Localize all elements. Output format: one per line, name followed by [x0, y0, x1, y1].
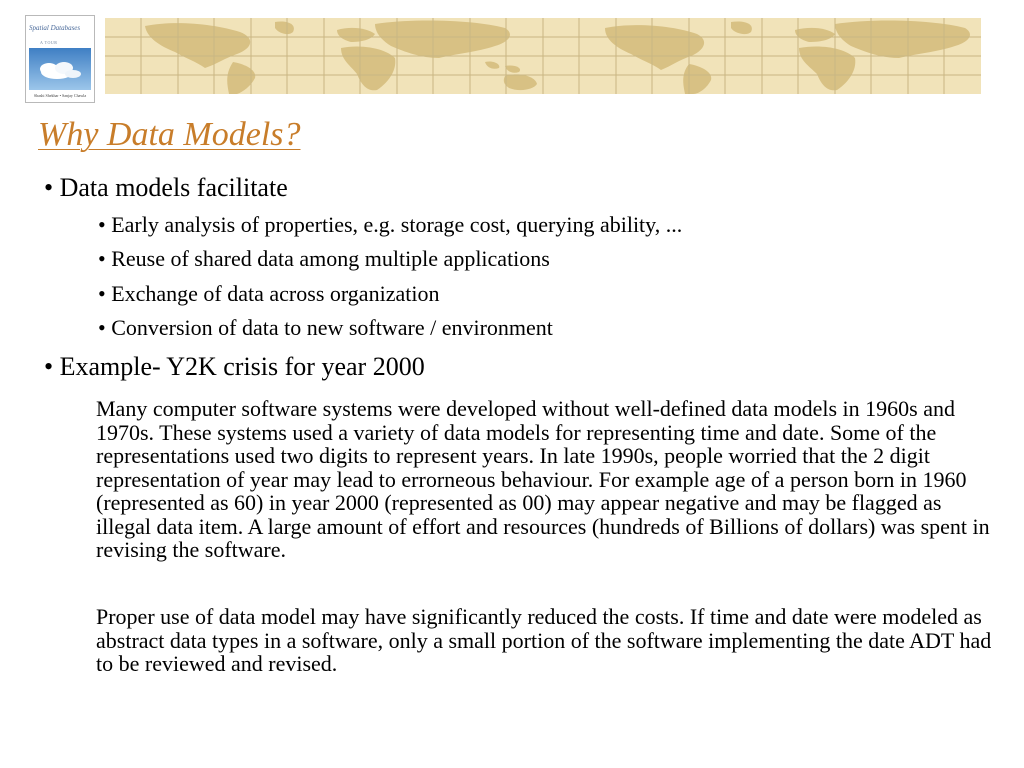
sub-bullet-text: Conversion of data to new software / environment	[111, 315, 553, 340]
sub-bullet-conversion	[98, 315, 553, 341]
y2k-paragraph: Many computer software systems were developed without well-defined data models in 1960s and 1970s. These systems used a variety of data models for representing time and date. Some of the representations used two digits to represent years. In late 1990s, people worried that the 2 digit representation of year may lead to errorneous behaviour. For example age of a person born in 1960 (represented as 60) in year 2000 (represented as 00) may appear negative and may be flagged as illegal data item. A large amount of effort and resources (hundreds of Billions of dollars) was spent in revising the software.	[96, 396, 990, 562]
bullet-marker: •	[98, 212, 106, 237]
sub-bullet-text: Reuse of shared data among multiple applications	[111, 246, 550, 271]
sub-bullet-reuse	[98, 246, 550, 272]
bullet-text: Data models facilitate	[59, 173, 288, 202]
bullet-marker: •	[44, 352, 54, 381]
bullet-marker: •	[98, 315, 106, 340]
bullet-marker: •	[98, 246, 106, 271]
sub-bullet-early-analysis	[98, 212, 682, 238]
bullet-marker: •	[44, 173, 54, 202]
sub-bullet-text: Exchange of data across organization	[111, 281, 440, 306]
book-title: Spatial Databases	[29, 24, 81, 32]
cloud-sky-image	[29, 48, 91, 90]
data-model-paragraph: Proper use of data model may have significantly reduced the costs. If time and date were modeled as abstract data types in a software, only a small portion of the software implementing the date ADT had to be reviewed and revised.	[96, 604, 992, 676]
sub-bullet-exchange	[98, 281, 439, 307]
sub-bullet-text: Early analysis of properties, e.g. storage cost, querying ability, ...	[111, 212, 683, 237]
slide-title: Why Data Models?	[38, 116, 301, 153]
bullet-text: Example- Y2K crisis for year 2000	[59, 352, 425, 381]
book-cover-image	[25, 15, 95, 103]
book-authors: Shashi Shekhar • Sanjay Chawla	[33, 93, 87, 98]
bullet-data-models-facilitate	[44, 173, 288, 203]
bullet-y2k-example	[44, 352, 425, 382]
book-subtitle: A TOUR	[40, 40, 58, 45]
world-map-banner	[105, 18, 981, 94]
bullet-marker: •	[98, 281, 106, 306]
